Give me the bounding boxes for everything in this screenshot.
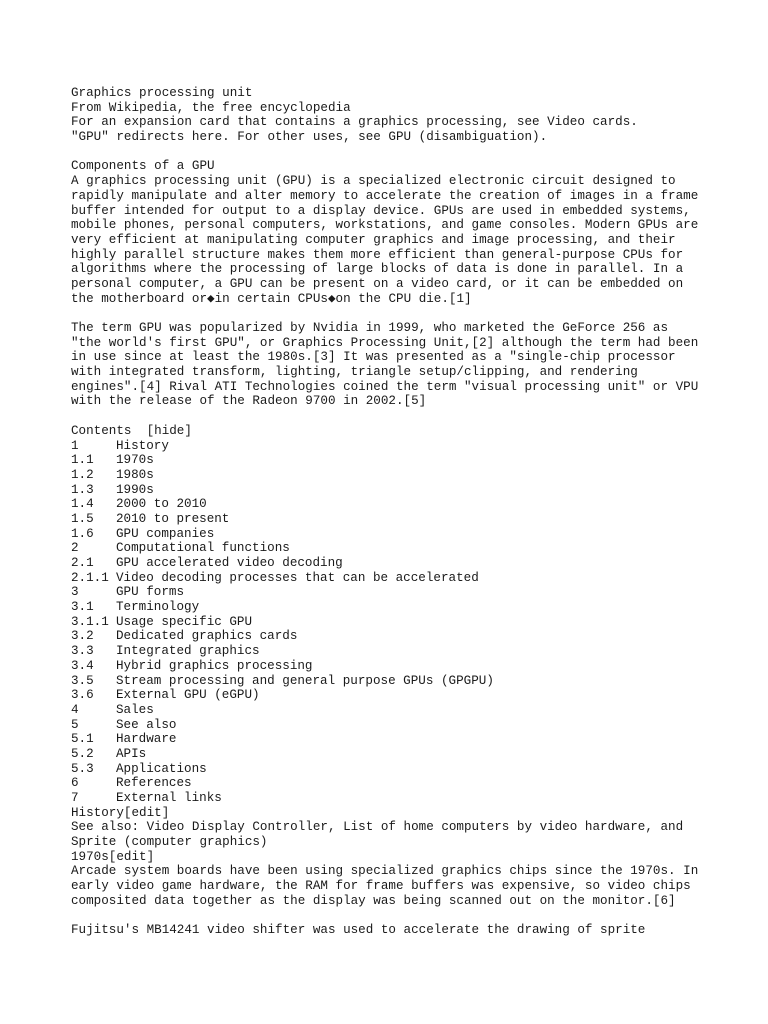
toc-item[interactable] bbox=[71, 556, 711, 571]
toc-item-label: Computational functions bbox=[116, 541, 290, 556]
toc-item-label: 2000 to 2010 bbox=[116, 497, 207, 512]
toc-item[interactable] bbox=[71, 791, 711, 806]
toc-item-label: Dedicated graphics cards bbox=[116, 629, 298, 644]
toc-item-number: 1.2 bbox=[71, 467, 94, 482]
toc-item-number: 1.1 bbox=[71, 453, 94, 468]
intro-paragraph-term bbox=[71, 321, 711, 409]
toc-item-number: 7 bbox=[71, 791, 79, 805]
toc-item[interactable] bbox=[71, 688, 711, 703]
paragraph-line: with the release of the Radeon 9700 in 2002.[5] bbox=[71, 394, 427, 409]
toc-item-number: 3.1.1 bbox=[71, 614, 109, 629]
hatnote-disambiguation: "GPU" redirects here. For other uses, see GPU (disambiguation). bbox=[71, 130, 548, 145]
toc-item-label: History bbox=[116, 438, 169, 453]
subsection-heading-1970s: 1970s[edit] bbox=[71, 849, 155, 864]
paragraph-line: engines".[4] Rival ATI Technologies coined the term "visual processing unit" or VPU bbox=[71, 379, 699, 394]
toc-item-label: Video decoding processes that can be accelerated bbox=[116, 570, 479, 585]
toc-item[interactable] bbox=[71, 659, 711, 674]
toc-item-number: 5.1 bbox=[71, 732, 94, 747]
toc-item-number: 3.1 bbox=[71, 600, 94, 615]
toc-heading[interactable]: Contents [hide] bbox=[71, 423, 192, 438]
toc-item[interactable] bbox=[71, 776, 711, 791]
toc-item[interactable] bbox=[71, 747, 711, 762]
toc-item-label: Sales bbox=[116, 702, 154, 717]
article-source: From Wikipedia, the free encyclopedia bbox=[71, 100, 351, 115]
spacer bbox=[71, 145, 711, 160]
toc-item-label: APIs bbox=[116, 746, 147, 761]
toc-item-label: 1970s bbox=[116, 453, 154, 468]
toc-item-label: 1990s bbox=[116, 482, 154, 497]
toc-item-number: 1.3 bbox=[71, 482, 94, 497]
toc-item-number: 5.3 bbox=[71, 761, 94, 776]
paragraph-line: algorithms where the processing of large blocks of data is done in parallel. In a bbox=[71, 262, 684, 277]
paragraph-line: buffer intended for output to a display device. GPUs are used in embedded systems, bbox=[71, 203, 691, 218]
toc-item[interactable] bbox=[71, 703, 711, 718]
toc-item-number: 3.6 bbox=[71, 688, 94, 703]
toc-item-number: 1.6 bbox=[71, 526, 94, 541]
toc-item-number: 2.1.1 bbox=[71, 570, 109, 585]
toc-item[interactable] bbox=[71, 600, 711, 615]
toc-item[interactable] bbox=[71, 497, 711, 512]
toc-item-label: 1980s bbox=[116, 467, 154, 482]
toc-item-number: 3.3 bbox=[71, 644, 94, 659]
history-paragraph bbox=[71, 864, 711, 908]
article-title: Graphics processing unit bbox=[71, 86, 253, 100]
toc-item-number: 4 bbox=[71, 702, 79, 717]
spacer bbox=[71, 909, 711, 924]
toc-item-label: External GPU (eGPU) bbox=[116, 688, 260, 703]
toc-item[interactable] bbox=[71, 629, 711, 644]
paragraph-line: Fujitsu's MB14241 video shifter was used to accelerate the drawing of sprite bbox=[71, 923, 646, 938]
toc-item-label: Hybrid graphics processing bbox=[116, 658, 313, 673]
toc-item-label: 2010 to present bbox=[116, 511, 230, 526]
toc-item-label: GPU forms bbox=[116, 585, 185, 600]
toc-item-number: 5 bbox=[71, 717, 79, 732]
toc-item-label: Stream processing and general purpose GPUs (GPGPU) bbox=[116, 673, 494, 688]
toc-item-label: Terminology bbox=[116, 600, 200, 615]
toc-item-number: 1.4 bbox=[71, 497, 94, 512]
toc-item[interactable] bbox=[71, 512, 711, 527]
spacer bbox=[71, 306, 711, 321]
paragraph-line: "the world's first GPU", or Graphics Processing Unit,[2] although the term had been bbox=[71, 335, 699, 350]
toc-item-label: GPU companies bbox=[116, 526, 215, 541]
toc-item[interactable] bbox=[71, 644, 711, 659]
image-caption: Components of a GPU bbox=[71, 159, 215, 174]
toc-item-number: 5.2 bbox=[71, 746, 94, 761]
paragraph-line: Arcade system boards have been using specialized graphics chips since the 1970s. In bbox=[71, 864, 699, 879]
toc-item-number: 3 bbox=[71, 585, 79, 600]
paragraph-line: with integrated transform, lighting, triangle setup/clipping, and rendering bbox=[71, 365, 638, 380]
toc-item-label: See also bbox=[116, 717, 177, 732]
table-of-contents bbox=[71, 439, 711, 806]
toc-item-label: Usage specific GPU bbox=[116, 614, 253, 629]
intro-paragraph bbox=[71, 174, 711, 306]
see-also-line: See also: Video Display Controller, List of home computers by video hardware, and bbox=[71, 820, 684, 835]
paragraph-line: composited data together as the display was being scanned out on the monitor.[6] bbox=[71, 893, 676, 908]
toc-item[interactable] bbox=[71, 571, 711, 586]
toc-item[interactable] bbox=[71, 541, 711, 556]
paragraph-line: personal computer, a GPU can be present on a video card, or it can be embedded on bbox=[71, 276, 684, 291]
paragraph-line: early video game hardware, the RAM for frame buffers was expensive, so video chips bbox=[71, 879, 691, 894]
section-heading-history: History[edit] bbox=[71, 805, 170, 820]
toc-item[interactable] bbox=[71, 527, 711, 542]
toc-item[interactable] bbox=[71, 674, 711, 689]
hatnote-expansion-card: For an expansion card that contains a graphics processing, see Video cards. bbox=[71, 115, 638, 130]
see-also-note bbox=[71, 820, 711, 849]
paragraph-line: A graphics processing unit (GPU) is a specialized electronic circuit designed to bbox=[71, 174, 676, 189]
toc-item-label: Integrated graphics bbox=[116, 644, 260, 659]
toc-item-label: References bbox=[116, 776, 192, 791]
toc-item-number: 3.2 bbox=[71, 629, 94, 644]
toc-item-label: GPU accelerated video decoding bbox=[116, 556, 343, 570]
paragraph-line: highly parallel structure makes them more efficient than general-purpose CPUs for bbox=[71, 247, 684, 262]
toc-item-number: 3.5 bbox=[71, 673, 94, 688]
toc-item[interactable] bbox=[71, 585, 711, 600]
paragraph-line: very efficient at manipulating computer graphics and image processing, and their bbox=[71, 232, 676, 247]
toc-item-label: Hardware bbox=[116, 732, 177, 747]
paragraph-line: The term GPU was popularized by Nvidia in 1999, who marketed the GeForce 256 as bbox=[71, 321, 669, 335]
toc-item[interactable] bbox=[71, 483, 711, 498]
paragraph-line: mobile phones, personal computers, workstations, and game consoles. Modern GPUs are bbox=[71, 218, 699, 233]
history-paragraph-fujitsu bbox=[71, 923, 711, 938]
toc-item-number: 6 bbox=[71, 776, 79, 791]
toc-item[interactable] bbox=[71, 468, 711, 483]
toc-item[interactable] bbox=[71, 439, 711, 454]
toc-item-number: 1.5 bbox=[71, 511, 94, 526]
document-body bbox=[71, 86, 711, 938]
toc-item[interactable] bbox=[71, 615, 711, 630]
spacer bbox=[71, 409, 711, 424]
toc-item-label: External links bbox=[116, 791, 222, 805]
paragraph-line: in use since at least the 1980s.[3] It was presented as a "single-chip processor bbox=[71, 350, 676, 365]
paragraph-line: the motherboard or◆in certain CPUs◆on the CPU die.[1] bbox=[71, 291, 472, 306]
toc-item-number: 2.1 bbox=[71, 556, 94, 570]
toc-item[interactable] bbox=[71, 718, 711, 733]
toc-item[interactable] bbox=[71, 453, 711, 468]
paragraph-line: rapidly manipulate and alter memory to accelerate the creation of images in a frame bbox=[71, 188, 699, 203]
see-also-line: Sprite (computer graphics) bbox=[71, 835, 268, 850]
toc-item[interactable] bbox=[71, 762, 711, 777]
toc-item-number: 2 bbox=[71, 541, 79, 556]
toc-item[interactable] bbox=[71, 732, 711, 747]
toc-item-number: 3.4 bbox=[71, 658, 94, 673]
toc-item-label: Applications bbox=[116, 761, 207, 776]
toc-item-number: 1 bbox=[71, 438, 79, 453]
